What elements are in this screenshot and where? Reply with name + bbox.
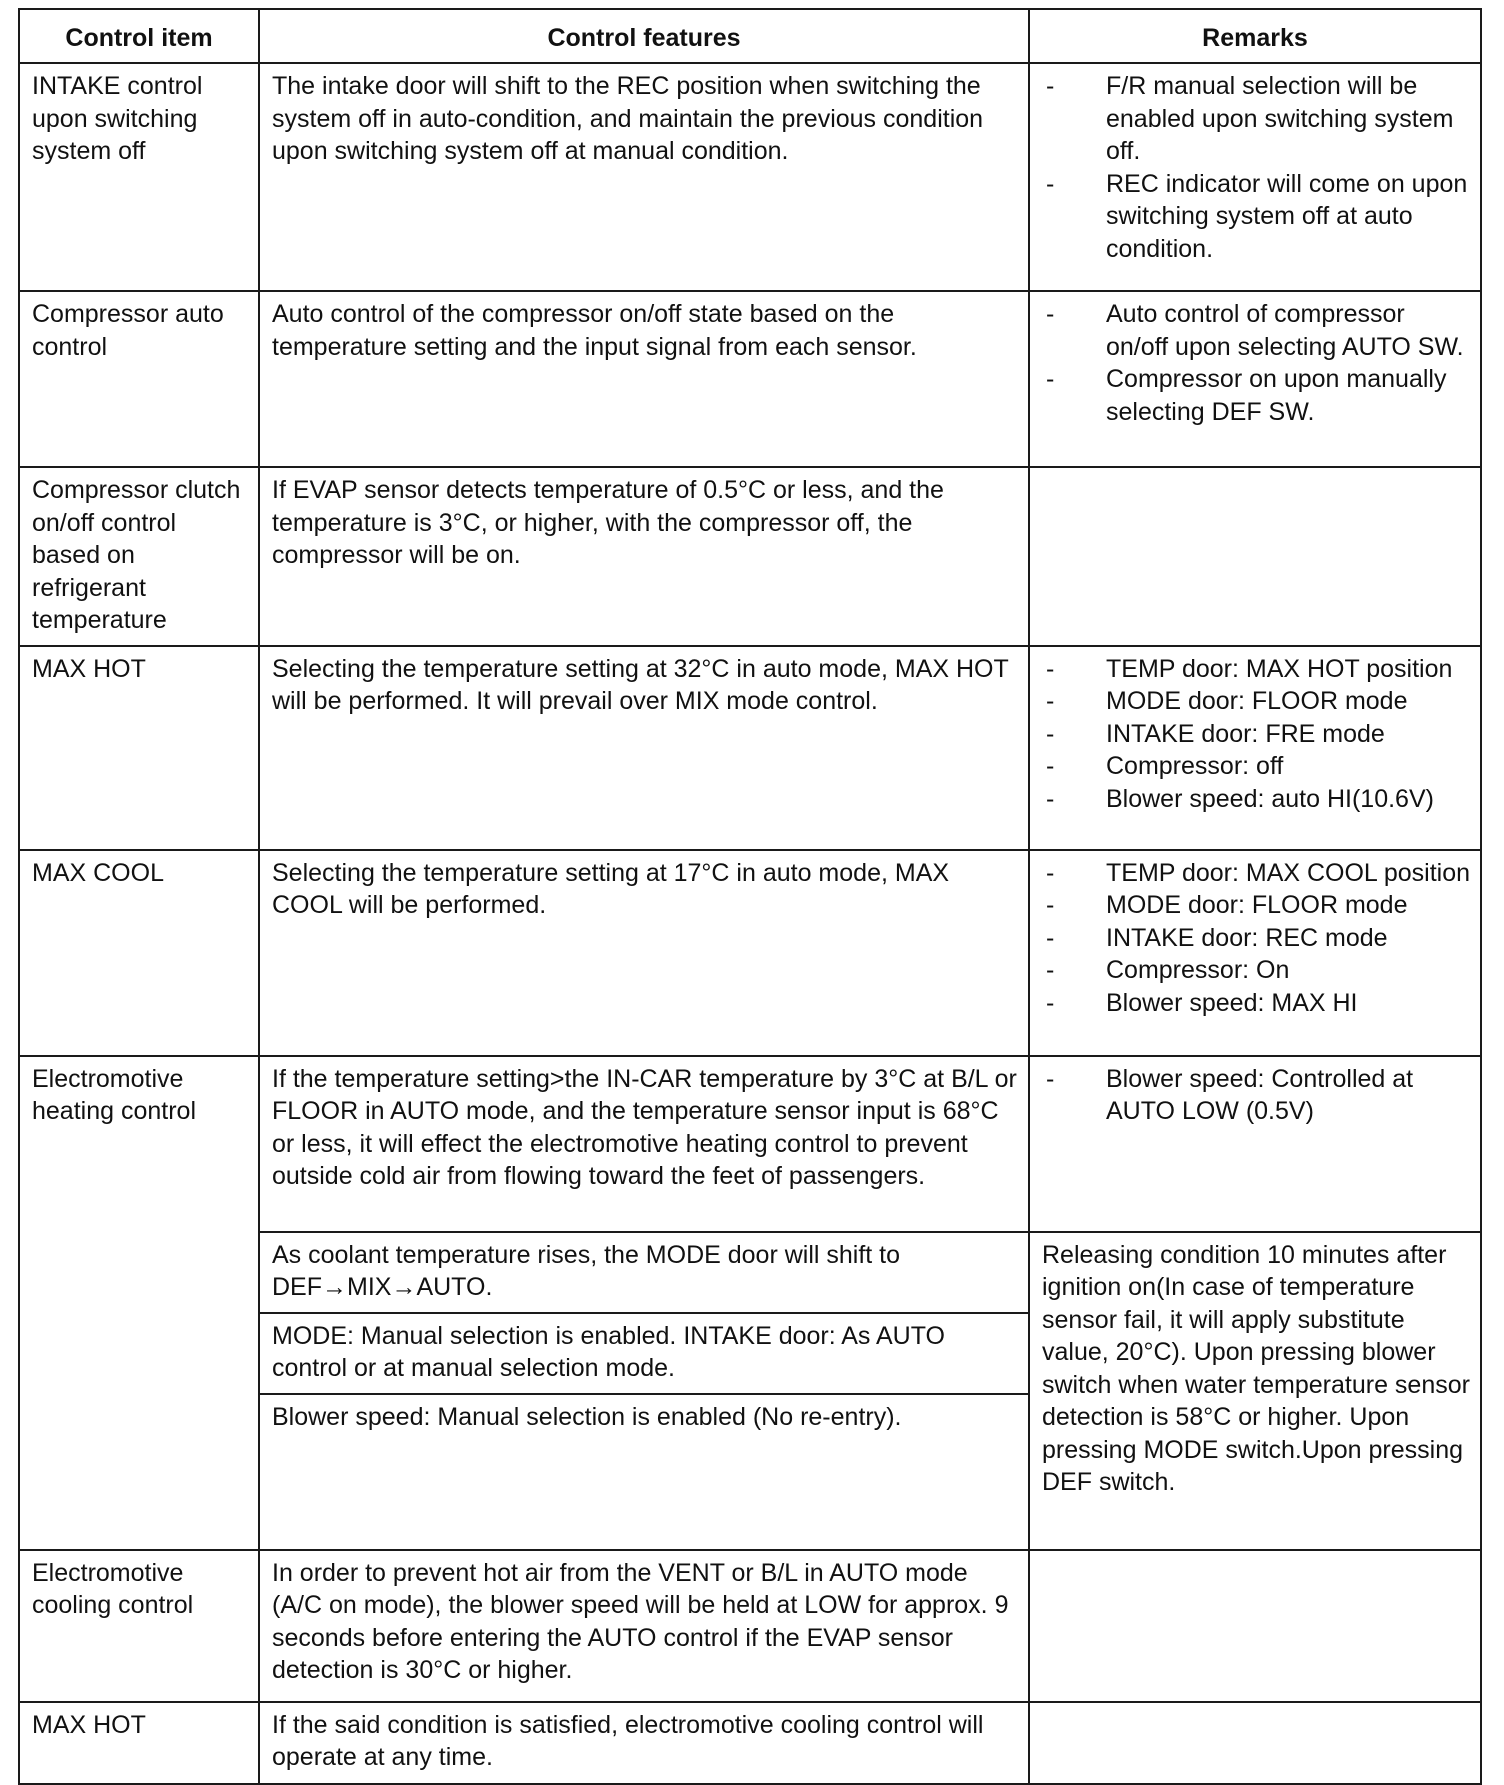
remark-dash: - [1046, 923, 1055, 952]
releasing-condition-cell: Releasing condition 10 minutes after ignition on(In case of temperature sensor fail, it will apply substitute value, 20°C). Upon pressing blower switch when water temperature sensor detection is 58°C or higher. Upon pressing MODE switch.Upon pressing DEF switch. [1029, 1232, 1481, 1550]
remark-item [1042, 954, 1472, 987]
table-row [19, 850, 1481, 1056]
remark-text: MODE door: FLOOR mode [1106, 891, 1408, 919]
control-feature-cell: Auto control of the compressor on/off state based on the temperature setting and the input signal from each sensor. [259, 291, 1029, 467]
remark-item [1042, 685, 1472, 718]
remark-item [1042, 1063, 1472, 1128]
remark-item [1042, 653, 1472, 686]
remark-dash: - [1046, 687, 1055, 715]
remark-dash: - [1046, 1064, 1055, 1093]
remarks-list [1042, 298, 1472, 428]
remark-item [1042, 889, 1472, 922]
remark-dash: - [1046, 956, 1055, 984]
remarks-list [1042, 653, 1472, 816]
remark-item [1042, 168, 1472, 266]
table-row [19, 646, 1481, 850]
control-feature-cell: If the said condition is satisfied, electromotive cooling control will operate at any time. [259, 1702, 1029, 1784]
remarks-list [1042, 857, 1472, 1020]
remark-item [1042, 857, 1472, 890]
control-table [18, 8, 1482, 1785]
remark-dash: - [1046, 169, 1055, 198]
table-row [19, 63, 1481, 291]
remark-dash: - [1046, 365, 1055, 393]
control-feature-subcell: As coolant temperature rises, the MODE door will shift to DEF→MIX→AUTO. [259, 1232, 1029, 1313]
control-item-cell: INTAKE control upon switching system off [19, 63, 259, 291]
table-row [19, 467, 1481, 646]
table-row [19, 1550, 1481, 1702]
remark-text: Compressor: off [1106, 752, 1284, 780]
remark-dash: - [1046, 752, 1055, 780]
remarks-cell [1029, 850, 1481, 1056]
header-control-item: Control item [19, 9, 259, 63]
remark-dash: - [1046, 784, 1055, 813]
remark-dash: - [1046, 988, 1055, 1017]
remark-text: TEMP door: MAX HOT position [1106, 654, 1453, 683]
header-control-features: Control features [259, 9, 1029, 63]
remark-item [1042, 783, 1472, 816]
remarks-cell [1029, 63, 1481, 291]
control-item-cell: Compressor auto control [19, 291, 259, 467]
control-feature-subcell: Blower speed: Manual selection is enabled (No re-entry). [259, 1394, 1029, 1550]
remark-item [1042, 363, 1472, 428]
remark-dash: - [1046, 719, 1055, 748]
control-item-cell: MAX COOL [19, 850, 259, 1056]
remark-dash: - [1046, 858, 1055, 887]
control-feature-cell: If the temperature setting>the IN-CAR temperature by 3°C at B/L or FLOOR in AUTO mode, and the temperature sensor input is 68°C or less, it will effect the electromotive heating control to prevent outside cold air from flowing toward the feet of passengers. [259, 1056, 1029, 1232]
remark-item [1042, 750, 1472, 783]
remark-text: INTAKE door: REC mode [1106, 923, 1388, 952]
remarks-cell [1029, 1550, 1481, 1702]
remark-dash: - [1046, 891, 1055, 919]
remark-dash: - [1046, 72, 1055, 100]
header-remarks: Remarks [1029, 9, 1481, 63]
remark-text: Compressor on upon manually selecting DEF SW. [1106, 365, 1447, 426]
control-feature-cell: If EVAP sensor detects temperature of 0.5°C or less, and the temperature is 3°C, or higher, with the compressor off, the compressor will be on. [259, 467, 1029, 646]
control-feature-subcell: MODE: Manual selection is enabled. INTAKE door: As AUTO control or at manual selection mode. [259, 1313, 1029, 1394]
remark-item [1042, 987, 1472, 1020]
remark-text: INTAKE door: FRE mode [1106, 719, 1385, 748]
remark-item [1042, 70, 1472, 168]
remarks-list [1042, 70, 1472, 265]
control-feature-cell: The intake door will shift to the REC position when switching the system off in auto-condition, and maintain the previous condition upon switching system off at manual condition. [259, 63, 1029, 291]
remark-text: Blower speed: auto HI(10.6V) [1106, 784, 1434, 813]
control-item-cell: Compressor clutch on/off control based on refrigerant temperature [19, 467, 259, 646]
control-feature-cell: Selecting the temperature setting at 32°C in auto mode, MAX HOT will be performed. It will prevail over MIX mode control. [259, 646, 1029, 850]
remark-text: MODE door: FLOOR mode [1106, 687, 1408, 715]
remark-dash: - [1046, 300, 1055, 328]
remark-dash: - [1046, 654, 1055, 683]
control-feature-cell: Selecting the temperature setting at 17°C in auto mode, MAX COOL will be performed. [259, 850, 1029, 1056]
remark-text: Blower speed: Controlled at AUTO LOW (0.5V) [1106, 1064, 1414, 1125]
remark-text: Auto control of compressor on/off upon selecting AUTO SW. [1106, 300, 1464, 361]
control-item-cell: Electromotive cooling control [19, 1550, 259, 1702]
remark-item [1042, 298, 1472, 363]
remarks-cell [1029, 646, 1481, 850]
table-row [19, 1702, 1481, 1784]
control-item-cell: MAX HOT [19, 1702, 259, 1784]
control-item-cell: MAX HOT [19, 646, 259, 850]
remark-item [1042, 922, 1472, 955]
remark-text: REC indicator will come on upon switching system off at auto condition. [1106, 169, 1468, 263]
remark-text: Blower speed: MAX HI [1106, 988, 1358, 1017]
remarks-cell [1029, 467, 1481, 646]
control-feature-cell: In order to prevent hot air from the VENT or B/L in AUTO mode (A/C on mode), the blower speed will be held at LOW for approx. 9 seconds before entering the AUTO control if the EVAP sensor detection is 30°C or higher. [259, 1550, 1029, 1702]
table-row [19, 1056, 1481, 1232]
remark-text: TEMP door: MAX COOL position [1106, 858, 1471, 887]
remarks-list [1042, 1063, 1472, 1128]
table-row [19, 291, 1481, 467]
remarks-cell [1029, 1702, 1481, 1784]
remarks-cell [1029, 291, 1481, 467]
remark-text: Compressor: On [1106, 956, 1290, 984]
control-item-cell: Electromotive heating control [19, 1056, 259, 1550]
remarks-cell [1029, 1056, 1481, 1232]
remark-text: F/R manual selection will be enabled upon switching system off. [1106, 72, 1454, 165]
header-row [19, 9, 1481, 63]
remark-item [1042, 718, 1472, 751]
